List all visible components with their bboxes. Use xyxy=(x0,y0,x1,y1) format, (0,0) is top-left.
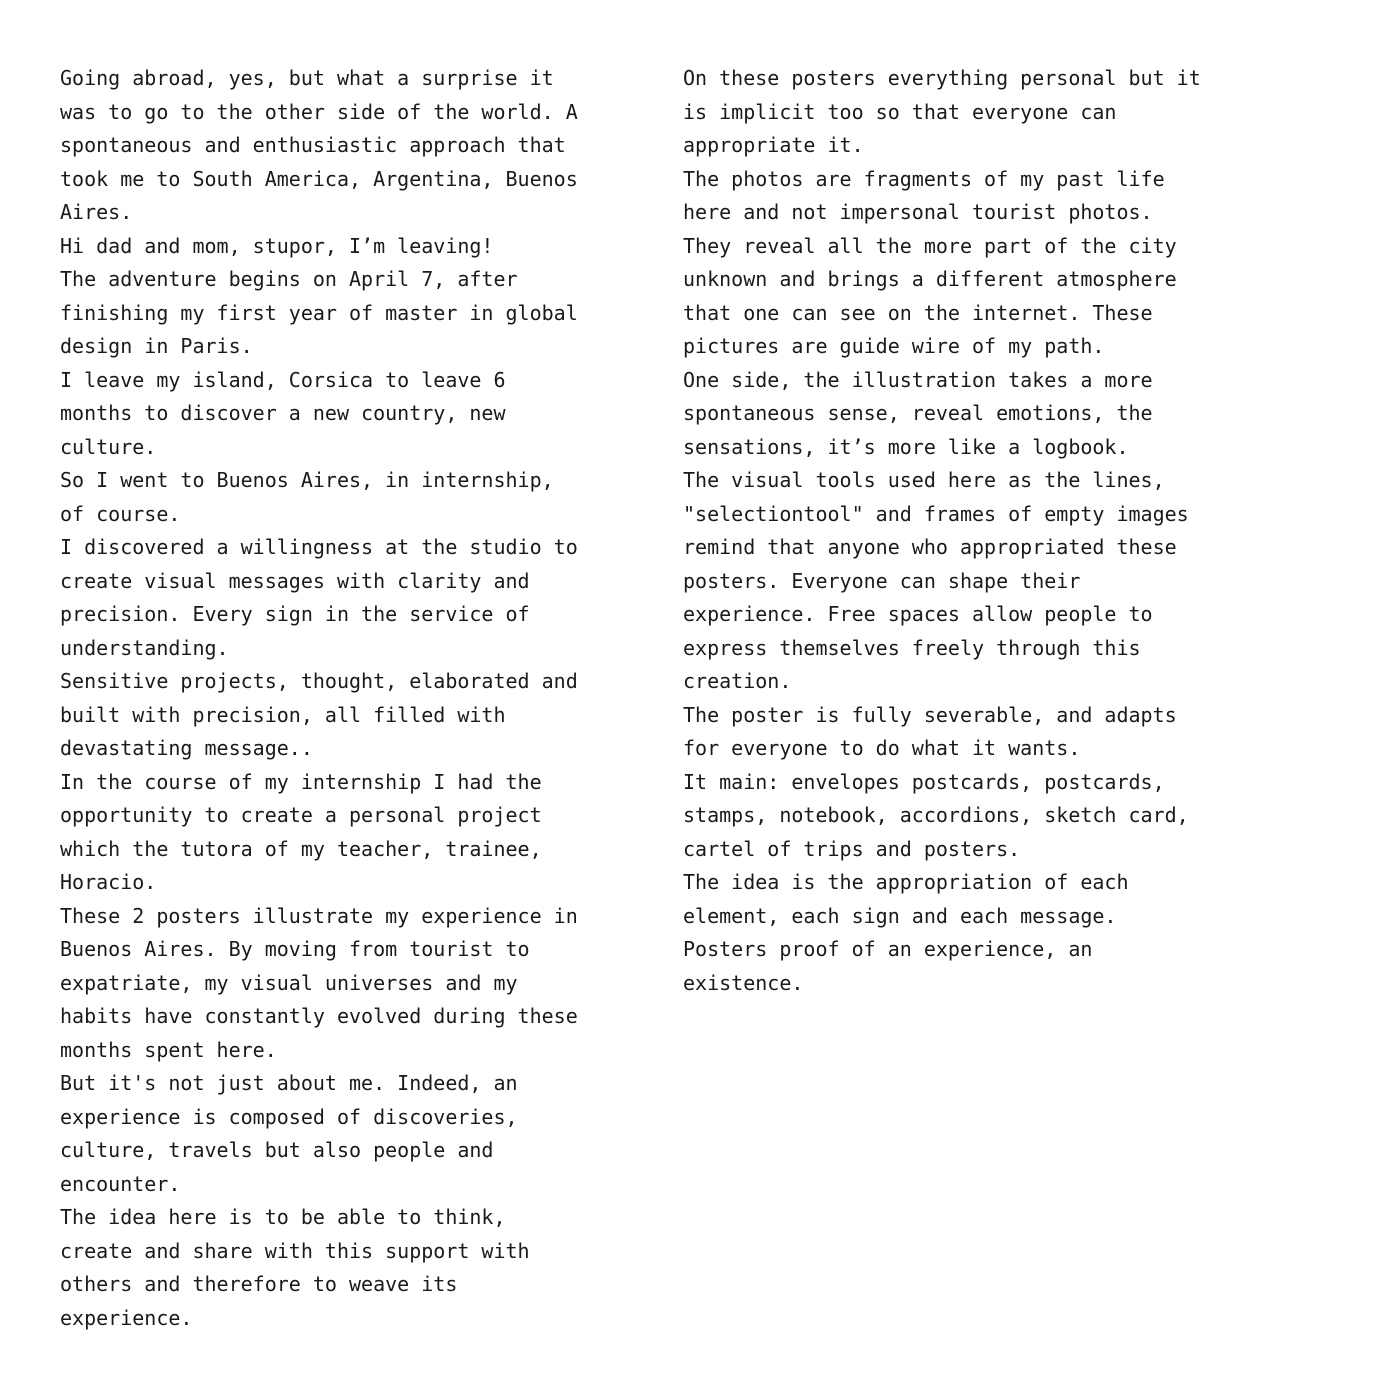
text-column-left xyxy=(60,62,620,1335)
text-line: spontaneous sense, reveal emotions, the xyxy=(683,401,1153,425)
text-line: Horacio. xyxy=(60,870,157,894)
text-line: Buenos Aires. By moving from tourist to xyxy=(60,937,530,961)
text-line: Hi dad and mom, stupor, I’m leaving! xyxy=(60,233,494,258)
paragraph xyxy=(683,766,1243,867)
paragraph xyxy=(60,766,620,900)
text-line: existence. xyxy=(683,970,804,995)
text-line: devastating message.. xyxy=(60,736,313,760)
text-line: culture, travels but also people and xyxy=(60,1138,494,1162)
text-line: precision. Every sign in the service of xyxy=(60,602,530,626)
text-line: built with precision, all filled with xyxy=(60,702,506,727)
paragraph xyxy=(60,531,620,665)
text-line: months spent here. xyxy=(60,1037,277,1062)
text-line: spontaneous and enthusiastic approach that xyxy=(60,133,566,157)
text-line: create visual messages with clarity and xyxy=(60,568,530,593)
text-line: They reveal all the more part of the city xyxy=(683,233,1177,258)
paragraph xyxy=(683,163,1243,364)
text-line: create and share with this support with xyxy=(60,1238,530,1263)
paragraph xyxy=(683,464,1243,699)
text-line: appropriate it. xyxy=(683,133,864,157)
text-line: express themselves freely through this xyxy=(683,635,1141,660)
paragraph xyxy=(60,900,620,1068)
text-line: which the tutora of my teacher, trainee, xyxy=(60,836,542,861)
text-line: One side, the illustration takes a more xyxy=(683,367,1153,392)
text-line: Posters proof of an experience, an xyxy=(683,937,1093,961)
paragraph xyxy=(60,364,620,465)
text-line: encounter. xyxy=(60,1171,181,1196)
text-line: posters. Everyone can shape their xyxy=(683,568,1081,593)
text-line: here and not impersonal tourist photos. xyxy=(683,200,1153,224)
text-line: finishing my first year of master in global xyxy=(60,300,578,325)
text-line: "selectiontool" and frames of empty images xyxy=(683,501,1189,526)
text-line: The idea is the appropriation of each xyxy=(683,870,1129,894)
text-line: Sensitive projects, thought, elaborated and xyxy=(60,669,578,693)
paragraph xyxy=(683,62,1243,163)
text-line: experience. Free spaces allow people to xyxy=(683,602,1153,626)
text-line: remind that anyone who appropriated these xyxy=(683,535,1177,559)
paragraph xyxy=(60,62,620,230)
text-line: was to go to the other side of the world. A xyxy=(60,99,578,124)
text-line: The visual tools used here as the lines, xyxy=(683,468,1165,492)
text-line: months to discover a new country, new xyxy=(60,401,506,425)
text-line: unknown and brings a different atmosphere xyxy=(683,267,1177,291)
paragraph xyxy=(60,230,620,264)
text-line: Going abroad, yes, but what a surprise it xyxy=(60,66,554,90)
text-line: On these posters everything personal but it xyxy=(683,66,1201,90)
text-line: experience. xyxy=(60,1305,193,1330)
text-line: sensations, it’s more like a logbook. xyxy=(683,434,1129,459)
text-line: The photos are fragments of my past life xyxy=(683,166,1165,191)
text-line: I leave my island, Corsica to leave 6 xyxy=(60,367,506,392)
text-line: for everyone to do what it wants. xyxy=(683,736,1081,760)
text-line: The idea here is to be able to think, xyxy=(60,1205,506,1229)
text-line: culture. xyxy=(60,434,157,459)
text-line: took me to South America, Argentina, Buenos xyxy=(60,166,578,191)
text-line: So I went to Buenos Aires, in internship, xyxy=(60,468,554,492)
text-line: The adventure begins on April 7, after xyxy=(60,267,518,291)
paragraph xyxy=(60,263,620,364)
text-line: others and therefore to weave its xyxy=(60,1272,458,1296)
text-line: opportunity to create a personal project xyxy=(60,803,542,827)
text-line: element, each sign and each message. xyxy=(683,903,1117,928)
text-line: These 2 posters illustrate my experience in xyxy=(60,903,578,928)
text-line: that one can see on the internet. These xyxy=(683,300,1153,325)
text-line: The poster is fully severable, and adapts xyxy=(683,702,1177,727)
text-line: understanding. xyxy=(60,635,229,660)
paragraph xyxy=(683,364,1243,465)
paragraph xyxy=(60,665,620,766)
text-column-right xyxy=(683,62,1243,1000)
paragraph xyxy=(683,699,1243,766)
paragraph xyxy=(60,1201,620,1335)
paragraph xyxy=(683,866,1243,933)
text-line: stamps, notebook, accordions, sketch card, xyxy=(683,803,1189,827)
text-line: But it's not just about me. Indeed, an xyxy=(60,1071,518,1095)
text-line: expatriate, my visual universes and my xyxy=(60,970,518,995)
text-line: habits have constantly evolved during these xyxy=(60,1004,578,1028)
text-line: In the course of my internship I had the xyxy=(60,769,542,794)
text-line: design in Paris. xyxy=(60,334,253,358)
text-line: experience is composed of discoveries, xyxy=(60,1104,518,1129)
text-line: cartel of trips and posters. xyxy=(683,836,1021,861)
text-line: It main: envelopes postcards, postcards, xyxy=(683,769,1165,794)
text-line: creation. xyxy=(683,669,792,693)
text-line: I discovered a willingness at the studio to xyxy=(60,535,578,559)
paragraph xyxy=(683,933,1243,1000)
text-line: of course. xyxy=(60,501,181,526)
text-line: is implicit too so that everyone can xyxy=(683,99,1117,124)
text-line: pictures are guide wire of my path. xyxy=(683,334,1105,358)
paragraph xyxy=(60,1067,620,1201)
text-line: Aires. xyxy=(60,200,133,224)
paragraph xyxy=(60,464,620,531)
